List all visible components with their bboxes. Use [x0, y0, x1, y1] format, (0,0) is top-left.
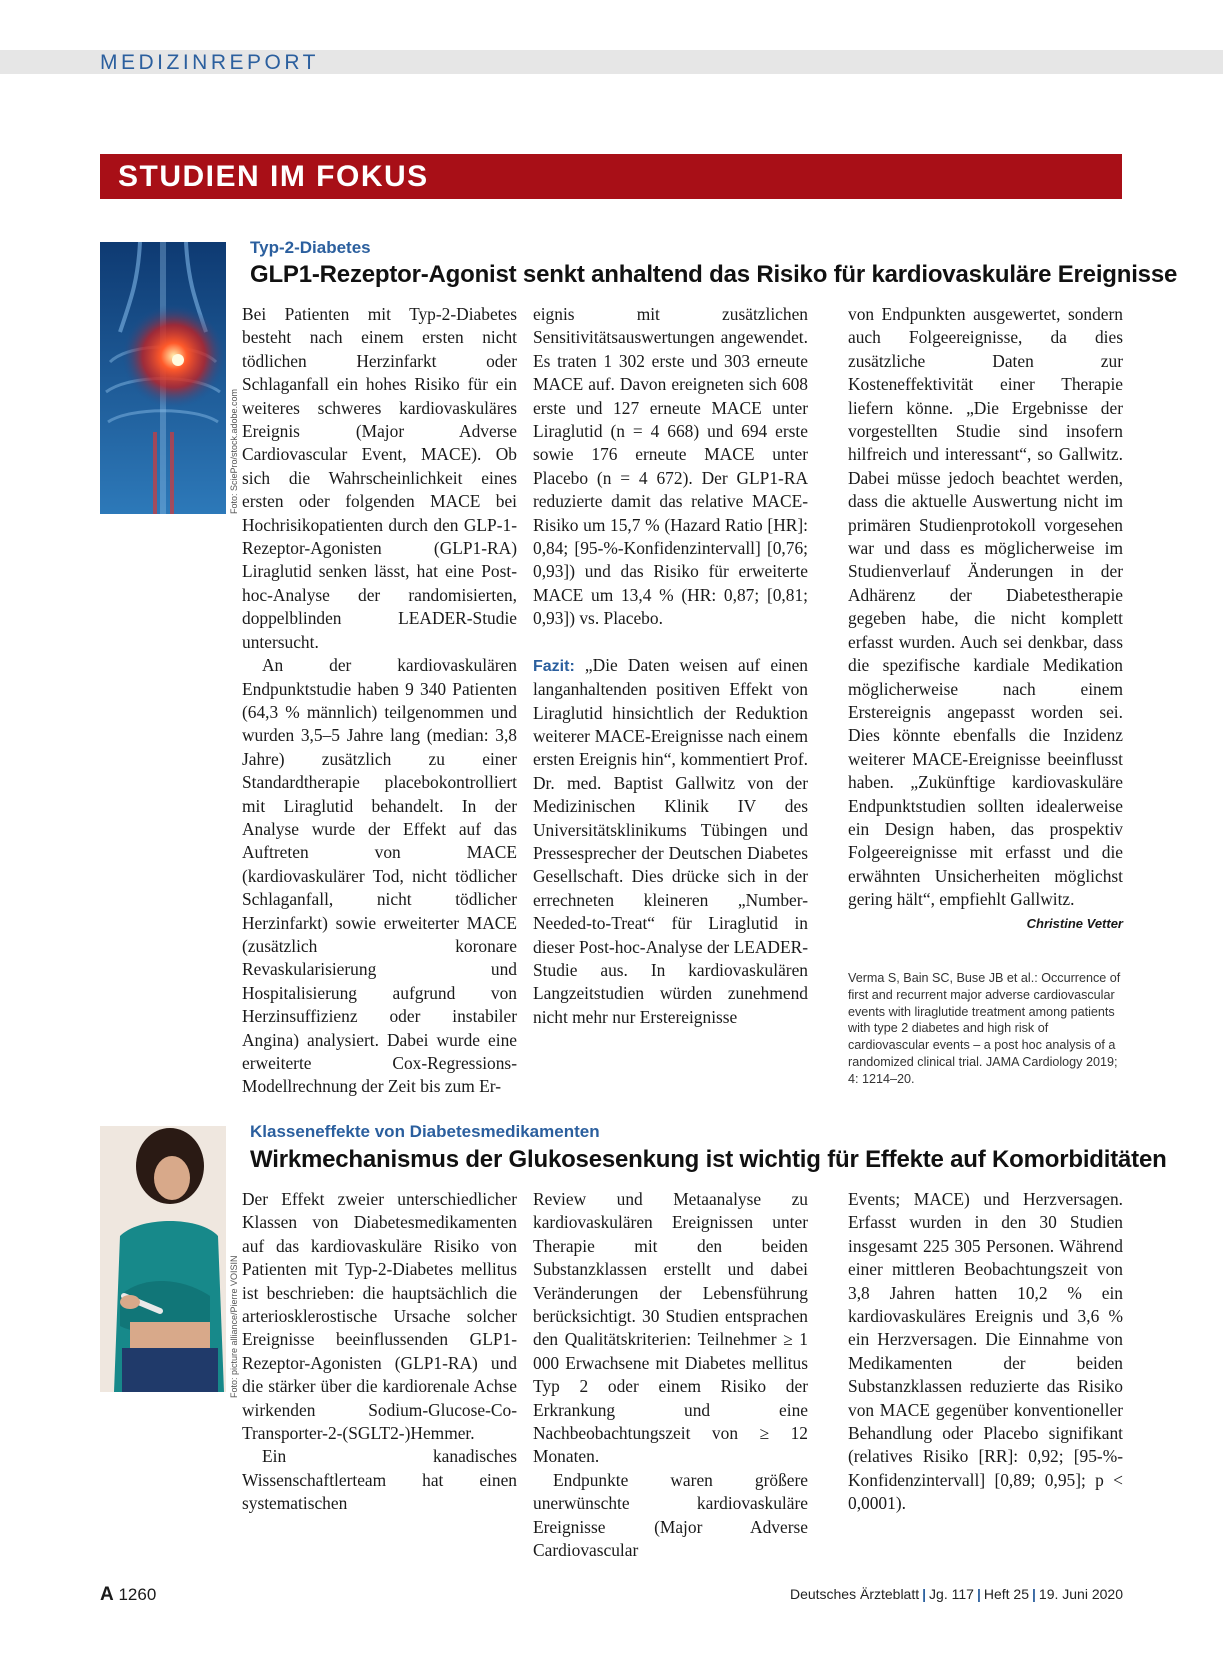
paragraph: Fazit: „Die Daten weisen auf einen langanhaltenden positiven Effekt von Liraglutid hinsichtlich der Reduktion weiterer MACE-Ereignisse nach einem ersten Ereignis hin“, kommentiert Prof. Dr. med. Baptist Gallwitz von der Medizinischen Klinik IV des Universitätsklinikums Tübingen und Pressesprecher der Deutschen Diabetes Gesellschaft. Dies drücke sich in der errechneten kleineren „Number-Needed-to-Treat“ für Liraglutid in dieser Post-hoc-Analyse der LEADER-Studie aus. In kardiovaskulären Langzeitstudien würden zunehmend nicht mehr nur Erstereignisse — [533, 654, 808, 1027]
journal-date: 19. Juni 2020 — [1038, 1586, 1123, 1602]
paragraph: Der Effekt zweier unterschiedlicher Klassen von Diabetesmedikamenten auf das kardiovaskuläre Risiko von Patienten mit Typ-2-Diabetes mellitus ist beschrieben: die hauptsächlich die arteriosklerostische Ursache solcher Ereignisse beeinflussenden GLP1-Rezeptor-Agonisten (GLP1-RA) und die stärker über die kardiorenale Achse wirkenden Sodium-Glucose-Co-Transporter-2-(SGLT2-)Hemmer. — [242, 1189, 517, 1444]
article2-headline: Wirkmechanismus der Glukosesenkung ist wichtig für Effekte auf Komorbiditäten — [250, 1146, 1167, 1173]
article1-column-1 — [242, 303, 517, 1099]
article2-column-3 — [848, 1188, 1123, 1516]
fazit-label: Fazit: — [533, 657, 575, 675]
journal-info: Deutsches Ärzteblatt | Jg. 117 | Heft 25 | 19. Juni 2020 — [789, 1586, 1123, 1602]
journal-name: Deutsches Ärzteblatt — [789, 1586, 920, 1602]
paragraph: An der kardiovaskulären Endpunktstudie haben 9 340 Patienten (64,3 % männlich) teilgenommen und wurden 3,5–5 Jahre lang (median: 3,8 Jahre) zusätzlich zu einer Standardtherapie placebokontrolliert mit Liraglutid behandelt. In der Analyse wurde der Effekt auf das Auftreten von MACE (kardiovaskulärer Tod, nicht tödlicher Schlaganfall, nicht tödlicher Herzinfarkt) sowie erweiterter MACE (zusätzlich koronare Revaskularisierung und Hospitalisierung aufgrund von Herzinsuffizienz oder instabiler Angina) analysiert. Dabei wurde eine erweiterte Cox-Regressions-Modellrechnung der Zeit bis zum Er- — [242, 655, 517, 1097]
paragraph: Review und Metaanalyse zu kardiovaskulären Ereignissen unter Therapie mit den beiden Substanzklassen erstellt und dabei Veränderungen der Lebensführung berücksichtigt. 30 Studien entsprachen den Qualitätskriterien: Teilnehmer ≥ 1 000 Erwachsene mit Diabetes mellitus Typ 2 oder einem Risiko der Erkrankung und eine Nachbeobachtungszeit von ≥ 12 Monaten. — [533, 1189, 808, 1467]
paragraph: eignis mit zusätzlichen Sensitivitätsauswertungen angewendet. Es traten 1 302 erste und 303 erneute MACE auf. Davon ereigneten sich 608 erste und 127 erneute MACE unter Liraglutid (n = 4 668) und 694 erste sowie 176 erneute MACE unter Placebo (n = 4 672). Der GLP1-RA reduzierte damit das relative MACE-Risiko um 15,7 % (Hazard Ratio [HR]: 0,84; [95-%-Konfidenzintervall] [0,76; 0,93]) und das Risiko für erweiterte MACE um 13,4 % (HR: 0,87; [0,81; 0,93]) vs. Placebo. — [533, 304, 808, 629]
article2-column-1 — [242, 1188, 517, 1516]
page-number: A 1260 — [100, 1584, 157, 1605]
author-name: Christine Vetter — [1026, 915, 1123, 931]
article2-column-2 — [533, 1188, 808, 1563]
heart-illustration-image — [100, 242, 226, 514]
article1-column-2 — [533, 303, 808, 1029]
journal-issue: Heft 25 — [983, 1586, 1029, 1602]
article1-headline: GLP1-Rezeptor-Agonist senkt anhaltend das Risiko für kardiovaskuläre Ereignisse — [250, 261, 1178, 288]
image-credit: Foto: picture alliance/Pierre VOISIN — [229, 1255, 239, 1398]
injection-photo-image — [100, 1126, 226, 1392]
paragraph: von Endpunkten ausgewertet, sondern auch Folgeereignisse, da dies zusätzliche Daten zur Kosteneffektivität einer Therapie liefern könne. „Die Ergebnisse der vorgestellten Studie sind insofern hilfreich und interessant“, so Gallwitz. Dabei müsse jedoch beachtet werden, dass die aktuelle Auswertung nicht im primären Studienprotokoll vorgesehen war und dass es möglicherweise im Studienverlauf Änderungen in der Adhärenz der Diabetestherapie gegeben habe, die nicht komplett erfasst wurden. Auch sei denkbar, dass die spezifische kardiale Medikation möglicherweise nach einem Erstereignis angepasst worden sei. Dies könnte ebenfalls die Inzidenz weiterer MACE-Ereignisse beeinflusst haben. „Zukünftige kardiovaskuläre Endpunktstudien sollten idealerweise ein Design haben, das prospektiv Folgeereignisse mit erfasst und die erwähnten Unsicherheiten möglichst gering hält“, empfiehlt Gallwitz. Christine Vetter — [848, 303, 1123, 912]
article1-column-3 — [848, 303, 1123, 935]
header-label: MEDIZINREPORT — [100, 51, 319, 74]
journal-volume: Jg. 117 — [929, 1586, 974, 1602]
paragraph: Endpunkte waren größere unerwünschte kardiovaskuläre Ereignisse (Major Adverse Cardiovascular — [533, 1469, 808, 1561]
image-credit: Foto: SciePro/stock.adobe.com — [229, 388, 239, 514]
paragraph: Ein kanadisches Wissenschaftlerteam hat einen systematischen — [242, 1446, 517, 1514]
article1-kicker: Typ-2-Diabetes — [250, 238, 371, 257]
paragraph: Bei Patienten mit Typ-2-Diabetes besteht nach einem ersten nicht tödlichen Herzinfarkt oder Schlaganfall ein hohes Risiko für ein weiteres schweres kardiovaskuläres Ereignis (Major Adverse Cardiovascular Event, MACE). Ob sich die Wahrscheinlichkeit eines ersten oder folgenden MACE bei Hochrisikopatienten durch den GLP-1-Rezeptor-Agonisten (GLP1-RA) Liraglutid senken lässt, hat eine Post-hoc-Analyse der randomisierten, doppelblinden LEADER-Studie untersucht. — [242, 304, 517, 652]
section-banner: STUDIEN IM FOKUS — [100, 154, 1122, 199]
article2-kicker: Klasseneffekte von Diabetesmedikamenten — [250, 1122, 600, 1141]
reference-citation: Verma S, Bain SC, Buse JB et al.: Occurrence of first and recurrent major adverse cardiovascular events with liraglutide treatment among patients with type 2 diabetes and high risk of cardiovascular events – a post hoc analysis of a randomized clinical trial. JAMA Cardiology 2019; 4: 1214–20. — [848, 971, 1121, 1086]
paragraph: Events; MACE) und Herzversagen. Erfasst wurden in den 30 Studien insgesamt 225 305 Personen. Während einer mittleren Beobachtungszeit von 3,8 Jahren hatten 10,2 % ein kardiovaskuläres Ereignis und 3,6 % ein Herzversagen. Die Einnahme von Medikamenten der beiden Substanzklassen reduzierte das Risiko von MACE gegenüber konventioneller Behandlung oder Placebo signifikant (relatives Risiko [RR]: 0,92; [95-%-Konfidenzintervall] [0,89; 0,95]; p < 0,0001). — [848, 1189, 1123, 1514]
